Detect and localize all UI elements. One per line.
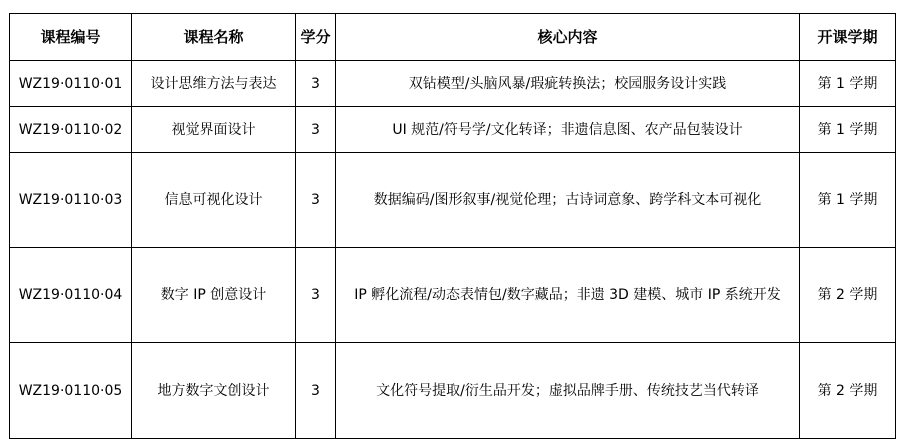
course-code: WZ19·0110·04	[10, 248, 132, 343]
course-term: 第 1 学期	[800, 153, 896, 248]
course-content: 数据编码/图形叙事/视觉伦理；古诗词意象、跨学科文本可视化	[336, 153, 800, 248]
course-credit: 3	[296, 153, 336, 248]
header-credit: 学分	[296, 14, 336, 61]
course-code: WZ19·0110·03	[10, 153, 132, 248]
course-credit: 3	[296, 343, 336, 439]
course-term: 第 1 学期	[800, 107, 896, 153]
course-name: 视觉界面设计	[132, 107, 296, 153]
course-credit: 3	[296, 61, 336, 107]
header-content: 核心内容	[336, 14, 800, 61]
course-content: 文化符号提取/衍生品开发；虚拟品牌手册、传统技艺当代转译	[336, 343, 800, 439]
course-name: 数字 IP 创意设计	[132, 248, 296, 343]
course-term: 第 2 学期	[800, 343, 896, 439]
course-code: WZ19·0110·01	[10, 61, 132, 107]
course-credit: 3	[296, 248, 336, 343]
course-content: 双钻模型/头脑风暴/瑕疵转换法；校园服务设计实践	[336, 61, 800, 107]
course-content: IP 孵化流程/动态表情包/数字藏品；非遗 3D 建模、城市 IP 系统开发	[336, 248, 800, 343]
course-name: 地方数字文创设计	[132, 343, 296, 439]
header-row	[10, 14, 896, 61]
course-content: UI 规范/符号学/文化转译；非遗信息图、农产品包装设计	[336, 107, 800, 153]
course-name: 信息可视化设计	[132, 153, 296, 248]
header-term: 开课学期	[800, 14, 896, 61]
course-code: WZ19·0110·05	[10, 343, 132, 439]
table-row	[10, 107, 896, 153]
table-row	[10, 343, 896, 439]
header-code: 课程编号	[10, 14, 132, 61]
course-credit: 3	[296, 107, 336, 153]
table-row	[10, 153, 896, 248]
course-code: WZ19·0110·02	[10, 107, 132, 153]
course-name: 设计思维方法与表达	[132, 61, 296, 107]
course-term: 第 1 学期	[800, 61, 896, 107]
course-table	[9, 13, 896, 439]
table-row	[10, 248, 896, 343]
course-term: 第 2 学期	[800, 248, 896, 343]
table-row	[10, 61, 896, 107]
header-name: 课程名称	[132, 14, 296, 61]
